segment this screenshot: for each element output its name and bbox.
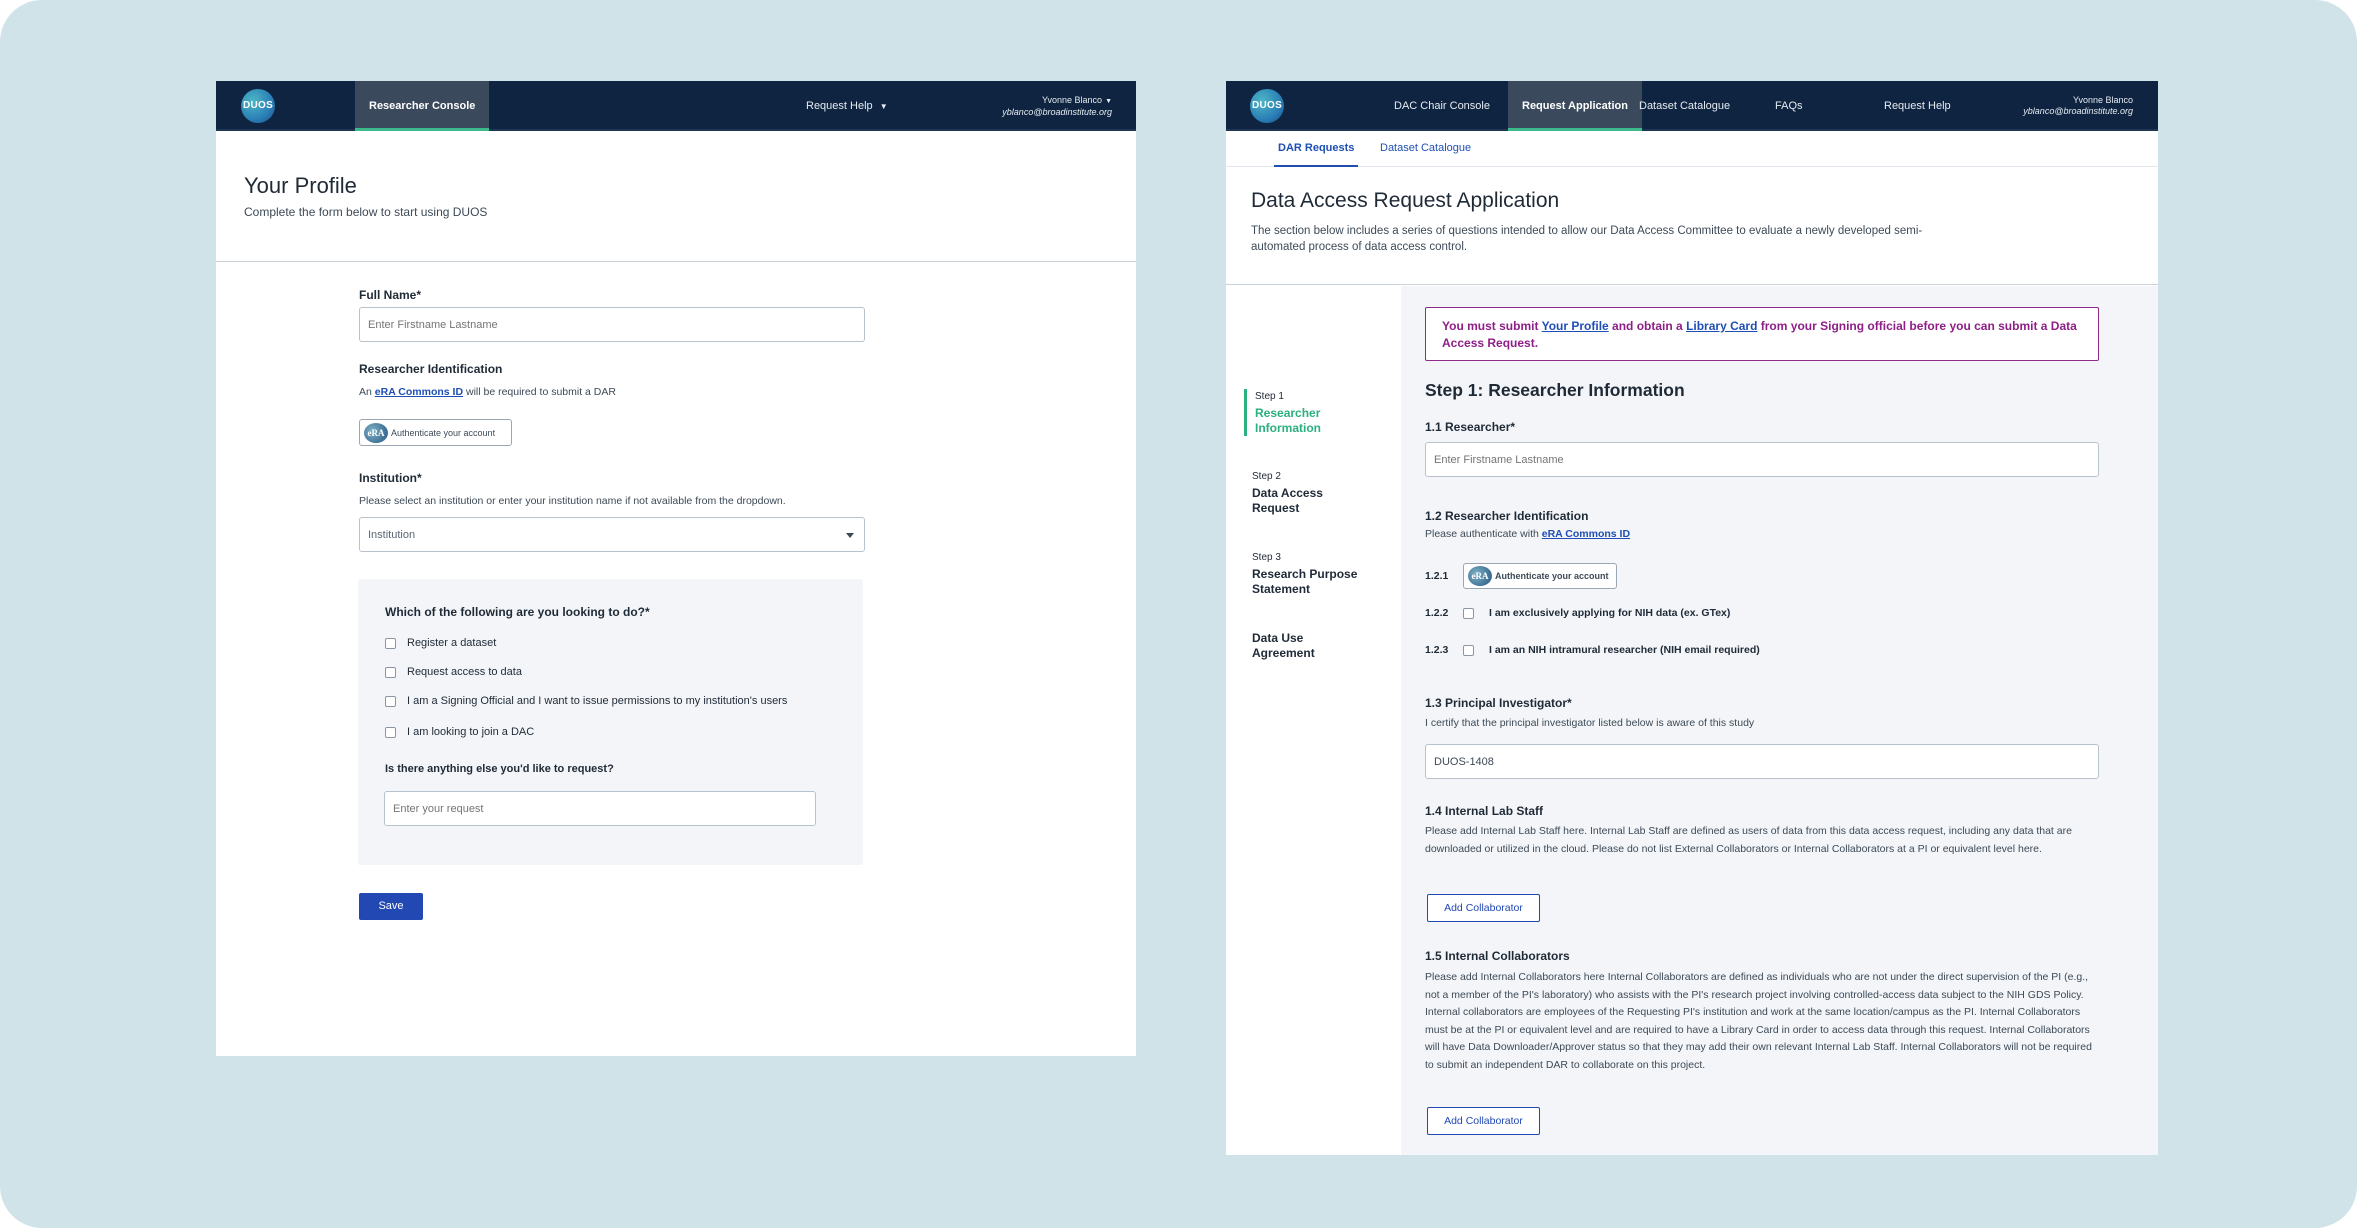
sub-navbar [1226, 131, 2158, 167]
researcher-input[interactable] [1425, 442, 2099, 477]
alert-text-2: and obtain a [1612, 319, 1683, 333]
add-collaborator-button[interactable]: Add Collaborator [1427, 1107, 1540, 1135]
request-help-menu[interactable] [806, 81, 888, 131]
other-request-label: Is there anything else you'd like to request? [385, 763, 614, 775]
row-number: 1.2.3 [1425, 644, 1449, 656]
dropdown-arrow-icon [846, 533, 854, 538]
institution-help: Please select an institution or enter your institution name if not available from the dropdown. [359, 495, 786, 507]
step-data-access-request[interactable] [1252, 469, 1342, 516]
pi-help: I certify that the principal investigator listed below is aware of this study [1425, 717, 1755, 729]
top-navbar [1226, 81, 2158, 131]
row-label: I am exclusively applying for NIH data (ex. GTex) [1489, 607, 1731, 619]
tab-researcher-console[interactable]: Researcher Console [355, 81, 489, 131]
collaborators-help: Please add Internal Collaborators here Internal Collaborators are defined as individuals who are not under the direct supervision of the PI (e.g., not a member of the PI's laboratory) who assists with the PI's research project involving controlled-access data subject to the NIH GDS Policy. Internal collaborators are employees of the Requesting PI's institution and work at the same location/campus as the PI. Internal Collaborators must be at the PI or equivalent level and are required to have a Library Card in order to access data through this request. Internal Collaborators will have Data Downloader/Approver status so that they may add their own relevant Internal Lab Staff. Internal Collaborators will not be required to submit an independent DAR to collaborate on this project. [1425, 971, 2092, 1071]
pi-input[interactable] [1425, 744, 2099, 779]
identification-row-nih-data[interactable] [1425, 607, 1730, 619]
duos-logo[interactable]: DUOS [241, 89, 275, 123]
tab-dataset-catalogue[interactable]: Dataset Catalogue [1639, 100, 1731, 112]
user-email: yblanco@broadinstitute.org [1002, 107, 1112, 117]
subtab-dar-requests[interactable]: DAR Requests [1274, 131, 1358, 167]
other-request-input[interactable] [384, 791, 816, 826]
checkbox[interactable] [385, 638, 396, 649]
tab-faqs[interactable]: FAQs [1775, 100, 1803, 112]
step-number: Step 1 [1255, 391, 1284, 402]
era-help-text [359, 386, 616, 398]
option-label: I am a Signing Official and I want to issue permissions to my institution's users [407, 695, 788, 707]
identification-row-era [1425, 563, 1617, 589]
step-label: Data Access Request [1252, 486, 1323, 515]
researcher-identification-label: Researcher Identification [359, 362, 503, 376]
row-number: 1.2.2 [1425, 607, 1449, 619]
researcher-identification-label: 1.2 Researcher Identification [1425, 509, 1589, 523]
option-signing-official[interactable] [385, 695, 787, 707]
user-name: Yvonne Blanco [1042, 95, 1103, 105]
checkbox[interactable] [1463, 645, 1474, 656]
era-authenticate-button[interactable] [1463, 563, 1617, 589]
step-researcher-information[interactable] [1244, 389, 1345, 436]
duos-logo[interactable]: DUOS [1250, 89, 1284, 123]
checkbox[interactable] [1463, 608, 1474, 619]
option-request-access[interactable] [385, 666, 522, 678]
profile-window [216, 81, 1136, 1056]
pi-value: DUOS-1408 [1434, 755, 1494, 768]
era-commons-link[interactable]: eRA Commons ID [1541, 528, 1631, 540]
page-title: Data Access Request Application [1251, 189, 1560, 212]
page-subtitle: Complete the form below to start using DUOS [244, 205, 488, 219]
row-number: 1.2.1 [1425, 570, 1449, 582]
lab-staff-help: Please add Internal Lab Staff here. Internal Lab Staff are defined as users of data from this data access request, including any data that are downloaded or utilized in the cloud. Please do not list External Collaborators or Internal Collaborators at a PI or equivalent level here. [1425, 825, 2072, 855]
request-help-label: Request Help [806, 100, 873, 112]
user-menu[interactable] [1002, 95, 1112, 118]
step-label: Research Purpose Statement [1252, 567, 1358, 596]
library-card-link[interactable]: Library Card [1686, 319, 1758, 333]
era-help-text [1425, 526, 1630, 544]
row-label: I am an NIH intramural researcher (NIH email required) [1489, 644, 1760, 656]
era-logo-icon: eRA [1468, 566, 1492, 586]
caret-down-icon: ▼ [1105, 98, 1112, 105]
era-help-prefix: An [359, 386, 372, 398]
top-navbar [216, 81, 1136, 131]
page-title: Your Profile [244, 173, 357, 198]
era-authenticate-button[interactable] [359, 419, 512, 446]
option-register-dataset[interactable] [385, 637, 496, 649]
checkbox[interactable] [385, 667, 396, 678]
identification-row-nih-intramural[interactable] [1425, 644, 1760, 656]
step-label: Data Use Agreement [1252, 631, 1315, 660]
dar-application-window [1226, 81, 2158, 1155]
section-title: Step 1: Researcher Information [1425, 380, 1685, 400]
collaborators-label: 1.5 Internal Collaborators [1425, 949, 1570, 963]
option-join-dac[interactable] [385, 726, 534, 738]
institution-label: Institution* [359, 471, 422, 485]
page-header [216, 131, 1136, 262]
lab-staff-label: 1.4 Internal Lab Staff [1425, 804, 1544, 818]
checkbox[interactable] [385, 727, 396, 738]
caret-down-icon: ▼ [879, 102, 888, 111]
form-content [1401, 286, 2158, 1155]
option-label: Register a dataset [407, 637, 497, 649]
era-button-label: Authenticate your account [391, 427, 496, 438]
researcher-label: 1.1 Researcher* [1425, 420, 1516, 434]
save-button[interactable]: Save [359, 893, 423, 920]
step-label: Researcher Information [1255, 406, 1321, 435]
user-email: yblanco@broadinstitute.org [2023, 106, 2133, 116]
era-help-prefix: Please authenticate with [1425, 528, 1539, 540]
checkbox[interactable] [385, 696, 396, 707]
pi-label: 1.3 Principal Investigator* [1425, 696, 1572, 710]
intent-options-panel [358, 579, 863, 865]
era-help-suffix: will be required to submit a DAR [465, 386, 616, 398]
option-label: Request access to data [407, 666, 522, 678]
request-help-link[interactable]: Request Help [1884, 100, 1951, 112]
your-profile-link[interactable]: Your Profile [1541, 319, 1609, 333]
full-name-input[interactable] [359, 307, 865, 342]
step-data-use-agreement[interactable] [1252, 631, 1342, 661]
user-menu[interactable] [2023, 95, 2133, 117]
intent-question: Which of the following are you looking to do?* [385, 605, 650, 619]
institution-selected-value: Institution [368, 528, 416, 541]
step-number: Step 2 [1252, 471, 1281, 482]
institution-select[interactable] [359, 517, 865, 552]
step-number: Step 3 [1252, 552, 1281, 563]
step-research-purpose[interactable] [1252, 550, 1372, 597]
alert-text-3: from your Signing official before you can submit a Data Access Request. [1442, 319, 2077, 350]
tab-dac-chair-console[interactable]: DAC Chair Console [1394, 100, 1490, 112]
alert-text-1: You must submit [1442, 319, 1539, 333]
library-card-alert [1425, 307, 2099, 361]
page-subtitle: The section below includes a series of questions intended to allow our Data Access Committee to evaluate a newly developed semi-automated process of data access control. [1251, 225, 1923, 253]
subtab-dataset-catalogue[interactable]: Dataset Catalogue [1380, 142, 1472, 154]
era-commons-link[interactable]: eRA Commons ID [374, 386, 464, 398]
tab-request-application[interactable]: Request Application [1508, 81, 1642, 131]
era-logo-icon: eRA [364, 423, 388, 443]
user-name: Yvonne Blanco [2072, 95, 2133, 105]
add-lab-staff-button[interactable]: Add Collaborator [1427, 894, 1540, 922]
option-label: I am looking to join a DAC [407, 726, 535, 738]
step-navigation [1226, 286, 1401, 1155]
full-name-label: Full Name* [359, 288, 422, 302]
era-button-label: Authenticate your account [1495, 571, 1609, 581]
page-header [1226, 167, 2158, 285]
